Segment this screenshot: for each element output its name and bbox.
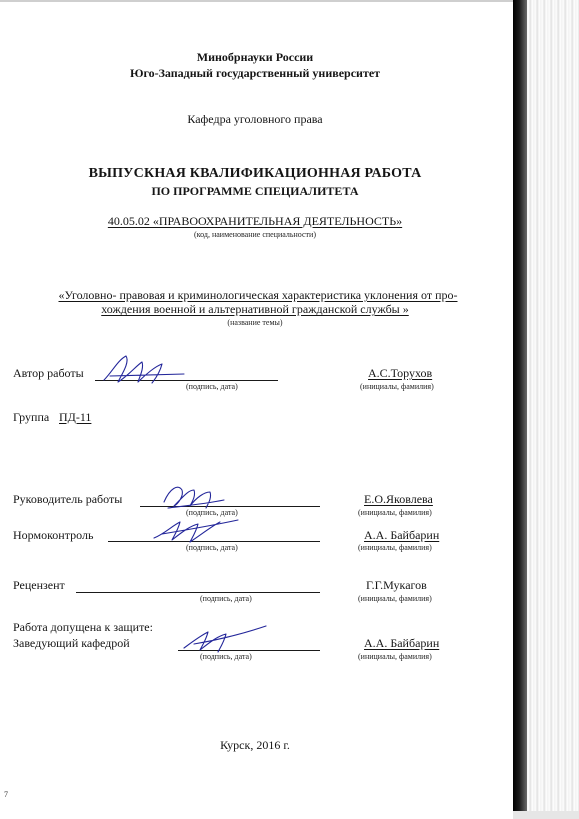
normcontrol-sign-caption: (подпись, дата)	[186, 543, 238, 552]
scan-page-edge	[513, 0, 579, 819]
author-name: А.С.Торухов	[368, 366, 433, 380]
specialty-caption: (код, наименование специальности)	[193, 230, 316, 239]
reviewer-sign-caption: (подпись, дата)	[200, 594, 252, 603]
author-label: Автор работы	[13, 366, 84, 380]
normcontrol-label: Нормоконтроль	[13, 528, 94, 542]
head-name: А.А. Байбарин	[364, 636, 440, 650]
normcontrol-name: А.А. Байбарин	[364, 528, 440, 542]
group-label: Группа	[13, 410, 50, 424]
corner-mark: 7	[4, 790, 8, 799]
author-name-caption: (инициалы, фамилия)	[360, 382, 434, 391]
document-subtitle: ПО ПРОГРАММЕ СПЕЦИАЛИТЕТА	[151, 184, 359, 198]
scan-top-edge	[0, 0, 513, 2]
reviewer-signature-line	[76, 592, 320, 593]
specialty-value: 40.05.02 «ПРАВООХРАНИТЕЛЬНАЯ ДЕЯТЕЛЬНОСТЬ»	[107, 214, 403, 228]
head-signature	[180, 620, 270, 656]
head-name-caption: (инициалы, фамилия)	[358, 652, 432, 661]
supervisor-label: Руководитель работы	[13, 492, 123, 506]
page-stack	[527, 0, 579, 819]
topic-line-1: «Уголовно- правовая и криминологическая характеристика уклонения от про-	[58, 288, 458, 302]
scan-bottom-edge	[513, 811, 579, 819]
head-of-department-label: Заведующий кафедрой	[13, 636, 130, 650]
reviewer-label: Рецензент	[13, 578, 65, 592]
university-name: Юго-Западный государственный университет	[129, 66, 381, 80]
topic-caption: (название темы)	[227, 318, 283, 327]
document-title: ВЫПУСКНАЯ КВАЛИФИКАЦИОННАЯ РАБОТА	[88, 166, 422, 181]
normcontrol-signature	[150, 512, 242, 546]
supervisor-name: Е.О.Яковлева	[364, 492, 433, 506]
city-year: Курск, 2016 г.	[220, 738, 290, 752]
author-signature	[100, 352, 190, 388]
head-sign-caption: (подпись, дата)	[200, 652, 252, 661]
department-name: Кафедра уголовного права	[187, 112, 323, 126]
normcontrol-name-caption: (инициалы, фамилия)	[358, 543, 432, 552]
reviewer-name: Г.Г.Мукагов	[366, 578, 427, 592]
supervisor-name-caption: (инициалы, фамилия)	[358, 508, 432, 517]
supervisor-sign-caption: (подпись, дата)	[186, 508, 238, 517]
scan-shadow	[513, 0, 527, 819]
reviewer-name-caption: (инициалы, фамилия)	[358, 594, 432, 603]
group-value: ПД-11	[59, 410, 92, 424]
ministry-name: Минобрнауки России	[196, 50, 314, 64]
author-sign-caption: (подпись, дата)	[186, 382, 238, 391]
admission-heading: Работа допущена к защите:	[13, 620, 153, 634]
topic-line-2: хождения военной и альтернативной гражданской службы »	[101, 302, 409, 316]
